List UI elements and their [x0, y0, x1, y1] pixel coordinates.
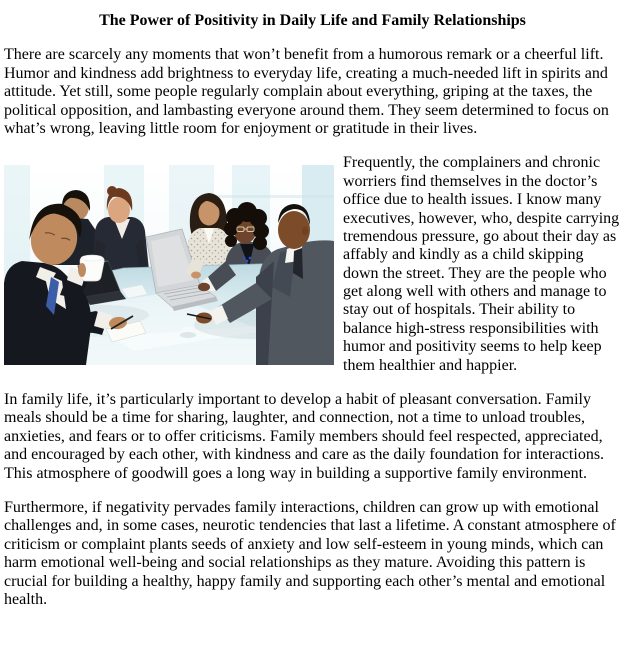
document-page: [4, 12, 621, 609]
paragraph-beside-photo: Frequently, the complainers and chronic worriers find themselves in the doctor’s office due to health issues. I know many executives, however, who, despite carrying tremendous pressure, go about their day as affably and kindly as a child skipping down the street. They are the people who get along well with others and manage to stay out of hospitals. Their ability to balance high-stress responsibilities with humor and positivity seems to help keep them healthier and happier.: [343, 154, 620, 374]
meeting-photo-illustration: [4, 165, 334, 365]
paragraph-intro: There are scarcely any moments that won’t benefit from a humorous remark or a cheerful lift. Humor and kindness add brightness to everyday life, creating a much-needed lift in spirits and attitude. Yet still, some people regularly complain about everything, griping at the taxes, the political opposition, and lambasting everyone around them. They seem determined to focus on what’s wrong, leaving little room for enjoyment or gratitude in their lives.: [4, 46, 609, 137]
paragraph-negativity: Furthermore, if negativity pervades family interactions, children can grow up with emotional challenges and, in some cases, neurotic tendencies that last a lifetime. A constant atmosphere of criticism or complaint plants seeds of anxiety and low self-esteem in young minds, which can harm emotional well-being and social relationships as they mature. Avoiding this pattern is crucial for building a healthy, happy family and supporting each other’s mental and emotional health.: [4, 498, 616, 608]
page-title: The Power of Positivity in Daily Life and Family Relationships: [99, 12, 526, 29]
meeting-photo: [4, 165, 334, 365]
coffee-mug: [78, 255, 104, 281]
photo-text-row: [4, 154, 621, 375]
paragraph-family-life: In family life, it’s particularly important to develop a habit of pleasant conversation. Family meals should be a time for sharing, laughter, and connection, not a time to unload troubles, anxieties, and fears or to offer criticisms. Family members should feel respected, appreciated, and encouraged by each other, with kindness and care as the daily foundation for interactions. This atmosphere of goodwill goes a long way in building a supportive family environment.: [4, 391, 605, 482]
